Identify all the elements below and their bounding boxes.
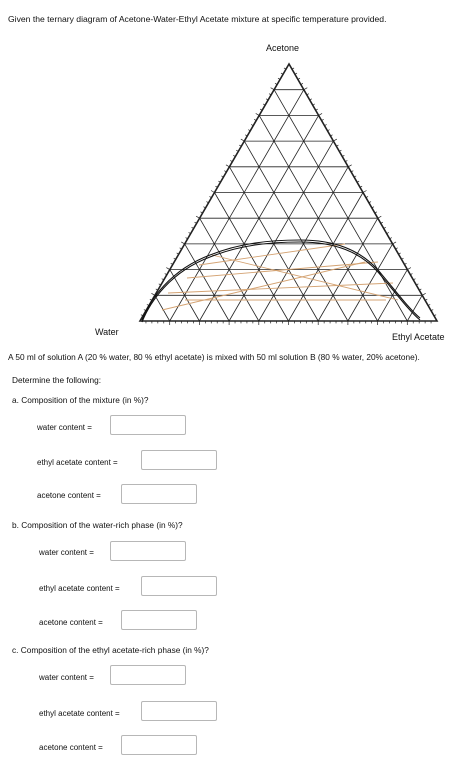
axis-tick: [422, 293, 425, 295]
mixture-ethyl-acetate-content-input[interactable]: [141, 450, 217, 470]
apex-label-acetone: Acetone: [266, 43, 300, 53]
ea-rich-water-content-input[interactable]: [110, 665, 186, 685]
water-rich-ethyl-acetate-content-input[interactable]: [141, 576, 217, 596]
axis-tick: [256, 113, 259, 115]
ethyl-acetate-content-label: ethyl acetate content =: [37, 458, 118, 467]
grid-line: [229, 141, 333, 321]
acetone-content-label: acetone content =: [39, 743, 103, 752]
water-rich-acetone-content-input[interactable]: [121, 610, 197, 630]
axis-tick: [407, 268, 410, 270]
axis-tick: [333, 139, 336, 141]
axis-tick: [226, 165, 229, 167]
axis-tick: [151, 293, 154, 295]
ethyl-acetate-content-label: ethyl acetate content =: [39, 709, 120, 718]
question-title: Given the ternary diagram of Acetone-Water-Ethyl Acetate mixture at specific temperature provided.: [8, 14, 387, 24]
grid-line: [185, 244, 229, 321]
grid-line: [155, 295, 170, 321]
axis-tick: [241, 139, 244, 141]
ea-rich-acetone-content-input[interactable]: [121, 735, 197, 755]
section-b-heading: b. Composition of the water-rich phase (in %)?: [12, 520, 183, 530]
axis-tick: [348, 165, 351, 167]
grid-line: [215, 193, 289, 322]
section-c-heading: c. Composition of the ethyl acetate-rich phase (in %)?: [12, 645, 209, 655]
water-content-label: water content =: [37, 423, 92, 432]
axis-tick: [378, 216, 381, 218]
instruction-text: Determine the following:: [12, 375, 102, 385]
tie-line: [168, 283, 393, 293]
grid-line: [289, 193, 364, 322]
water-rich-water-content-input[interactable]: [110, 541, 186, 561]
apex-label-water: Water: [95, 327, 119, 337]
ternary-diagram: [0, 0, 474, 340]
axis-tick: [304, 88, 307, 90]
axis-tick: [271, 88, 274, 90]
section-a-heading: a. Composition of the mixture (in %)?: [12, 395, 149, 405]
mixture-water-content-input[interactable]: [110, 415, 186, 435]
ea-rich-ethyl-acetate-content-input[interactable]: [141, 701, 217, 721]
water-content-label: water content =: [39, 673, 94, 682]
axis-tick: [166, 268, 169, 270]
water-content-label: water content =: [39, 548, 94, 557]
ethyl-acetate-content-label: ethyl acetate content =: [39, 584, 120, 593]
axis-tick: [196, 216, 199, 218]
axis-tick: [181, 242, 184, 244]
grid-line: [170, 90, 304, 321]
axis-tick: [211, 191, 214, 193]
acetone-content-label: acetone content =: [37, 491, 101, 500]
axis-tick: [319, 113, 322, 115]
axis-tick: [393, 242, 396, 244]
problem-statement: A 50 ml of solution A (20 % water, 80 % ethyl acetate) is mixed with 50 ml solution B (80 % water, 20% acetone).: [8, 352, 420, 362]
axis-tick: [363, 191, 366, 193]
acetone-content-label: acetone content =: [39, 618, 103, 627]
grid-line: [244, 141, 348, 321]
mixture-acetone-content-input[interactable]: [121, 484, 197, 504]
grid-line: [348, 244, 393, 321]
apex-label-ethyl-acetate: Ethyl Acetate: [392, 332, 445, 342]
